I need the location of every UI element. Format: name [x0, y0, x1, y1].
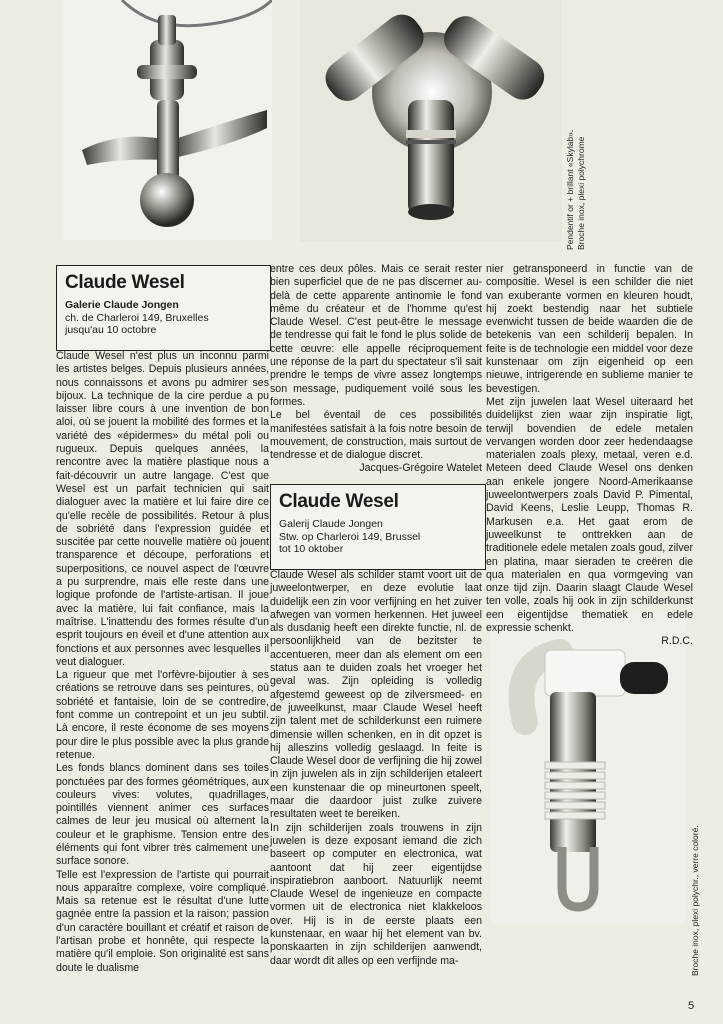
exhibition-box-nl: [270, 484, 486, 570]
paragraph: Telle est l'expression de l'artiste qui pourrait nous apparaître complexe, voire compliqué. Mais sa retenue est le résultat d'une lutte gagnée entre la passion et la raison; passion d'un caractère bouillant et créatif et raison de l'artisan probe et honnête, qui respecte la matière qu'il emploie. Son originalité est sans doute le dualisme: [56, 868, 269, 974]
exhibition-dates-nl: tot 10 oktober: [279, 543, 344, 555]
article-title-nl: Claude Wesel: [279, 491, 399, 512]
page-number: 5: [688, 1000, 695, 1012]
paragraph: Claude Wesel n'est plus un inconnu parmi les artistes belges. Depuis plusieurs années, nous connaissons et avons pu admirer ses bijoux. La technique de la cire perdue a pu laisser libre cours à une invention de bon aloi, où se jouent la mobilité des formes et la variété des «épidermes» du métal poli ou rugueux. Depuis quelques années, la rencontre avec la matière plastique nous a fait-découvrir un autre langage. C'est que Wesel est un parfait technicien qui sait dialoguer avec la matière et lui faire dire ce qu'elle recèle de possibilités. Retour à plus de sobriété dans l'expression guidée et suscitée par cette nouvelle matière où jouent transparence et découpe, perforations et superpositions, ce nouvel aspect de l'œuvre a pu surprendre, mais elle reste dans une logique profonde de l'artiste-artisan. Il joue avec la matière, lui fait confiance, mais la maîtrise. L'inattendu des formes résulte d'un esprit toujours en éveil et d'une attention aux fonctions et aux personnes avec lesquelles il veut dialoguer.: [56, 350, 269, 668]
paragraph: Claude Wesel als schilder stamt voort uit de juweelontwerper, en deze evolutie laat duidelijk een zin voor verfijning en het zuiver afwegen van vormen herkennen. Het juweel als dusdanig heeft een direkte functie, nl. de persoonlijkheid van de bezitster te accentueren, meer dan als element om een status aan te duiden zoals het vroeger het geval was. Zijn opleiding is volledig afgestemd geweest op de zilversmeed- en de juweelkunst, maar Claude Wesel heeft zijn talent met de schilderkunst een ruimere dimensie willen schenken, en in dit opzet is hij alleszins volledig geslaagd. In feite is Claude Wesel door de verfijning die hij zowel in zijn juwelen als in zijn schilderijen etaleert een kunstenaar die op mineurtonen speelt, maar die daardoor juist zulke zuivere resultaten weet te bereiken.: [270, 569, 482, 821]
exhibition-dates-fr: jusqu'au 10 octobre: [65, 324, 157, 336]
author-signature-fr: Jacques-Grégoire Watelet: [359, 462, 482, 475]
gallery-name-nl: Galerij Claude Jongen: [279, 518, 383, 530]
pendant-photo: [62, 0, 272, 240]
paragraph: Le bel éventail de ces possibilités manifestées satisfait à la fois notre besoin de mouvement, de construction, mais surtout de tendresse et de dialogue discret.: [270, 409, 482, 462]
article-body-fr-continued: [270, 263, 482, 476]
article-body-nl: [270, 569, 482, 968]
exhibition-box-fr: [56, 265, 271, 351]
tubular-brooch-photo: [490, 612, 686, 924]
paragraph: La rigueur que met l'orfèvre-bijoutier à ses créations se retrouve dans ses peintures, où sobriété et fantaisie, loin de se contredire, font comme un contrepoint et un jeu subtil. Là encore, il reste économe de ses moyens pour dire le plus possible avec la plus grande retenue.: [56, 669, 269, 761]
gallery-address-fr: ch. de Charleroi 149, Bruxelles: [65, 311, 209, 324]
gallery-address-nl: Stw. op Charleroi 149, Brussel: [279, 530, 421, 543]
caption-line-2: Broche inox, plexi polychrome: [576, 136, 586, 250]
paragraph: Met zijn juwelen laat Wesel uiteraard het duidelijkst zien waar zijn inspiratie ligt, terwijl bovendien de edele metalen vervangen worden door zeer hedendaagse materialen zoals plexy, metaal, veren e.d. Meteen deed Claude Wesel ons denken aan enkele jongere Noord-Amerikaanse juweelontwerpers zoals David P. Pimental, David Keens, Leslie Leupp, Thomas R. Markusen e.a. Het gaat erom de juweelkunst te onttrekken aan de traditionele edele metalen zoals goud, zilver en platina, maar sieraden te creëren die qua materialen en qua vormgeving van onze tijd zijn. Daarin slaagt Claude Wesel ten volle, zoals hij ook in zijn schilderkunst een eigentijdse thematiek en edele expressie schenkt.: [486, 395, 693, 635]
author-signature-nl: R.D.C.: [661, 635, 693, 648]
photo-caption-top: [565, 130, 587, 250]
bleed-through-text: [605, 0, 723, 260]
caption-line-1: Pendentif or + brillant «Skylab».: [565, 129, 575, 250]
article-body-nl-continued: [486, 263, 693, 649]
article-title-fr: Claude Wesel: [65, 272, 185, 293]
skylab-brooch-photo: [300, 0, 562, 242]
photo-caption-bottom: Broche inox, plexi polychr., verre coloré.: [690, 825, 700, 976]
paragraph: nier getransponeerd in functie van de compositie. Wesel is een schilder die niet van exuberante vormen en kleuren houdt, hij zoekt bestendig naar het subtiele evenwicht tussen de beide waarden die de betekenis van een schilderij bepalen. In feite is de technologie een middel voor deze kunstenaar om zijn eigenheid op een nieuwe, intrigerende en sublieme manier te bevestigen.: [486, 263, 693, 395]
paragraph: In zijn schilderijen zoals trouwens in zijn juwelen is deze exposant iemand die zich baseert op computer en electronica, wat aantoont dat hij zeer eigentijdse inspiratiebron aanboort. Natuurlijk neemt Claude Wesel de ingenieuze en compacte vormen uit de electronica niet klakkeloos over. Hij is in de eerste plaats een kunstenaar, en waar hij het element van bv. ponskaarten in zijn schilderijen aanwendt, daar wordt dit alles op een verfijnde ma-: [270, 821, 482, 967]
article-body-fr: [56, 350, 269, 975]
paragraph: entre ces deux pôles. Mais ce serait rester bien superficiel que de ne pas discerner au-delà de cette apparente antinomie le fond même du créateur et de l'homme qu'est Claude Wesel. C'est peut-être le message de tendresse qui fait le fond le plus solide de cette œuvre: elle appelle réciproquement une réponse de la part du spectateur s'il sait prendre le temps de vivre assez longtemps son message, pudiquement voilé sous les formes.: [270, 263, 482, 408]
gallery-name-fr: Galerie Claude Jongen: [65, 299, 179, 311]
paragraph: Les fonds blancs dominent dans ses toiles ponctuées par des formes géométriques, aux couleurs vives: volutes, quadrillages, pointillés viennent animer ces surfaces calmes de leur jeu musical où alternent la couleur et le graphisme. Tension entre des éléments qui font vibrer très calmement une surface sonore.: [56, 762, 269, 868]
